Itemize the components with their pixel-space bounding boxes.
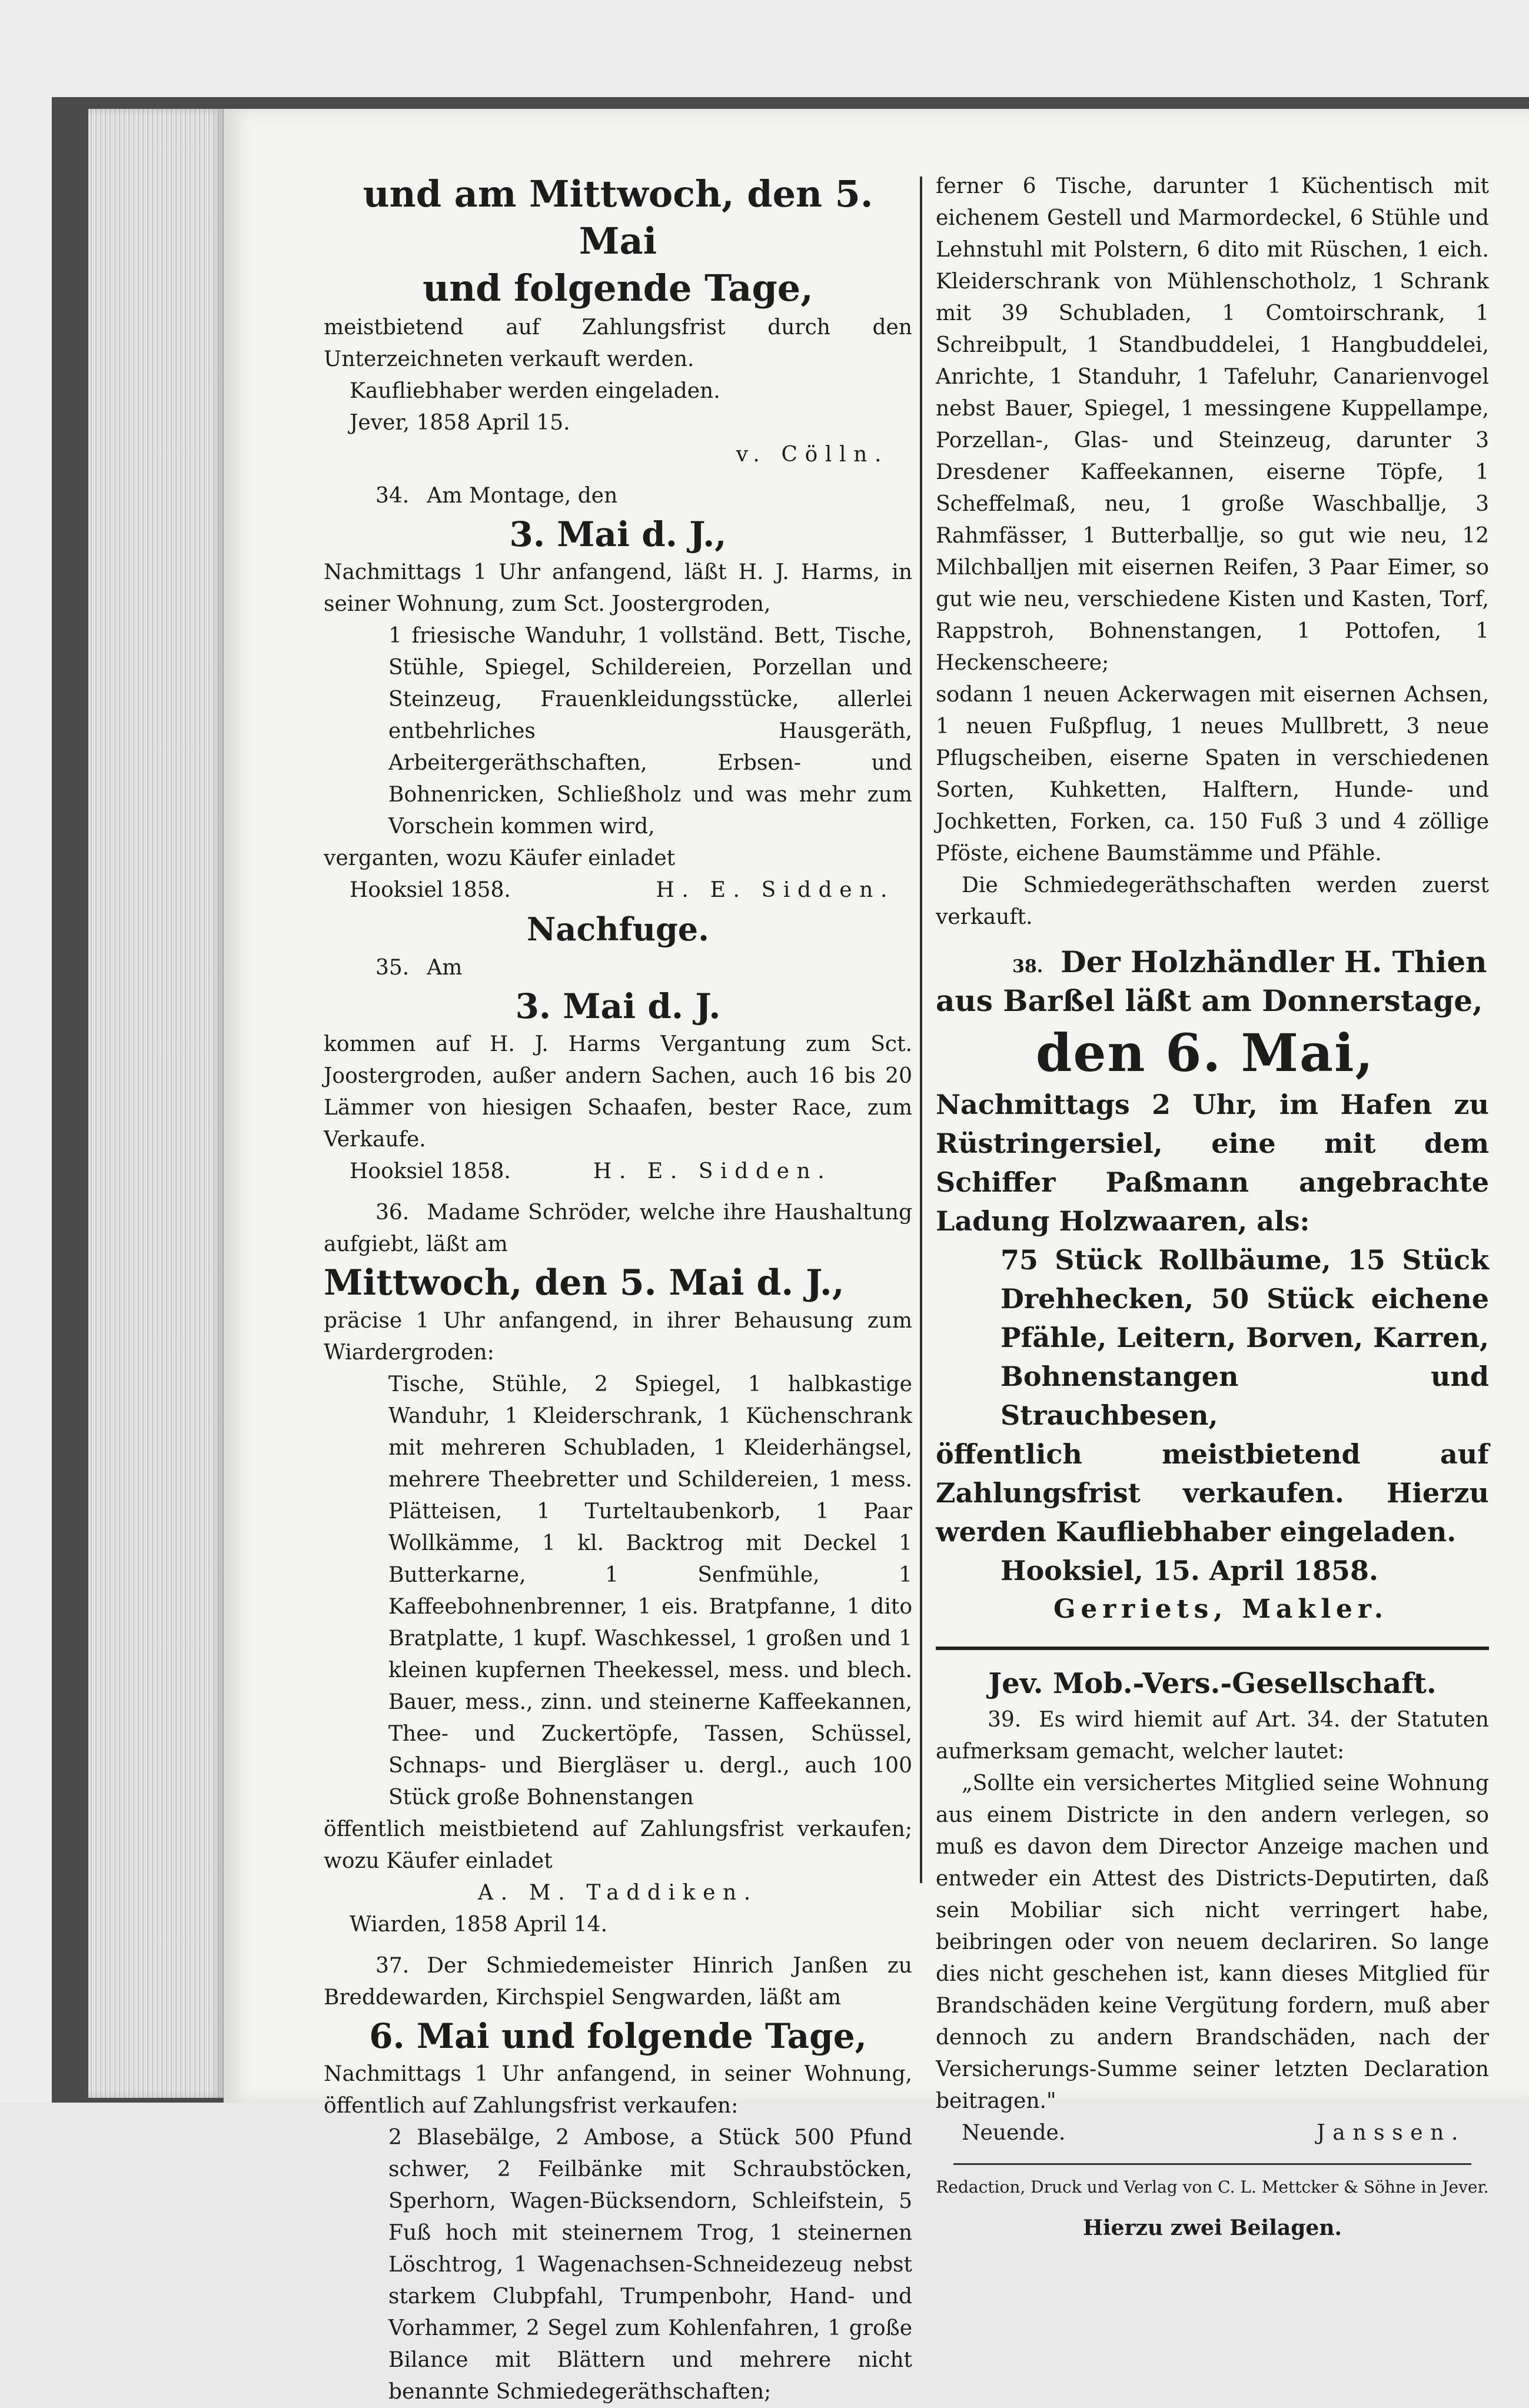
ad-35-footer (324, 1156, 912, 1188)
ad-39-quote: „Sollte ein versichertes Mitglied seine Wohnung aus einem Districte in den andern verlegen, so muß es davon dem Director Anzeige machen und entweder ein Attest des Districts-Deputirten, daß sein Mobiliar sich nicht verringert habe, beibringen oder von neuem declariren. So lange dies nicht geschehen ist, kann dieses Mitglied für Brandschäden keine Vergütung fordern, muß aber dennoch zu andern Brandschäden, nach der Versicherungs-Summe seiner letzten Declaration beitragen." (936, 1771, 1489, 2113)
ad-33-heading-2: und folgende Tage, (423, 267, 813, 310)
ad-37-heading: 6. Mai und folgende Tage, (369, 2016, 867, 2056)
ad-39-intro-text: Es wird hiemit auf Art. 34. der Statuten aufmerksam gemacht, welcher lautet: (936, 1708, 1489, 1764)
ad-33-body: meistbietend auf Zahlungsfrist durch den Unterzeichneten verkauft werden. (324, 315, 912, 371)
ad-34-closing: verganten, wozu Käufer einladet (324, 846, 676, 870)
ad-38-intro-text-1: Der Holzhändler H. Thien (1061, 944, 1487, 979)
ad-38-heading: den 6. Mai, (1036, 1022, 1375, 1083)
insurance-section-title: Jev. Mob.-Vers.-Gesellschaft. (988, 1667, 1437, 1700)
ad-38-signature: Gerriets, Makler. (1053, 1594, 1388, 1624)
imprint: Redaction, Druck und Verlag von C. L. Mettcker & Söhne in Jever. (936, 2177, 1489, 2197)
ad-33-place-date: Jever, 1858 April 15. (350, 411, 570, 435)
ad-37-items: 2 Blasebälge, 2 Ambose, a Stück 500 Pfund schwer, 2 Feilbänke mit Schraubstöcken, Sperhorn, Wagen-Bücksendorn, Schleifstein, 5 Fuß hoch mit steinernem Trog, 1 steinernen Löschtrog, 1 Wagenachsen-Schneidezeug nebst starkem Clubpfahl, Trumpenbohr, Hand- und Vorhammer, 2 Segel zum Kohlenfahren, 1 große Bilance mit Blättern und mehrere nicht benannte Schmiedegeräthschaften; (388, 2126, 912, 2404)
ad-36-items: Tische, Stühle, 2 Spiegel, 1 halbkastige Wanduhr, 1 Kleiderschrank, 1 Küchenschrank mit mehreren Schubladen, 1 Kleiderhängsel, mehrere Theebretter und Schildereien, 1 mess. Plätteisen, 1 Turteltaubenkorb, 1 Paar Wollkämme, 1 kl. Backtrog mit Deckel 1 Butterkarne, 1 Senfmühle, 1 Kaffeebohnenbrenner, 1 eis. Bratpfanne, 1 dito Bratplatte, 1 kupf. Waschkessel, 1 großen und 1 kleinen kupfernen Theekessel, mess. und blech. Bauer, mess., zinn. und steinerne Kaffeekannen, Thee- und Zuckertöpfe, Tassen, Schüssel, Schnaps- und Biergläser u. dergl., auch 100 Stück große Bohnenstangen (388, 1372, 912, 1810)
ad-39-intro (936, 1704, 1489, 1768)
ad-35-place-date: Hooksiel 1858. (350, 1159, 511, 1183)
right-column (936, 171, 1489, 2244)
ad-37-continued (936, 171, 1489, 933)
ad-36-intro-text: Madame Schröder, welche ihre Haushaltung aufgiebt, läßt am (324, 1200, 912, 1256)
ad-35-body: kommen auf H. J. Harms Vergantung zum Sct. Joostergroden, außer andern Sachen, auch 16 bis 20 Lämmer von hiesigen Schaafen, bester Race, zum Verkaufe. (324, 1032, 912, 1152)
ad-35 (324, 952, 912, 1188)
section-rule (936, 1647, 1489, 1650)
nachfuge-heading: Nachfuge. (527, 910, 709, 948)
ad-35-signature: H. E. Sidden. (593, 1159, 832, 1183)
ad-38-closing: öffentlich meistbietend auf Zahlungsfrist verkaufen. Hierzu werden Kaufliebhaber eingeladen. (936, 1438, 1489, 1548)
ad-39 (936, 1704, 1489, 2149)
ad-37-items-cont-2: sodann 1 neuen Ackerwagen mit eisernen Achsen, 1 neuen Fußpflug, 1 neues Mullbrett, 3 neue Pflugscheiben, eiserne Spaten in verschiedenen Sorten, Kuhketten, Halftern, Hunde- und Jochketten, Forken, ca. 150 Fuß 3 und 4 zöllige Pföste, eichene Baumstämme und Pfähle. (936, 683, 1489, 866)
ad-38-items: 75 Stück Rollbäume, 15 Stück Drehhecken, 50 Stück eichene Pfähle, Leitern, Borven, Karren, Bohnenstangen und Strauchbesen, (1001, 1244, 1489, 1431)
ad-37-intro (324, 1950, 912, 2014)
ad-38-intro-1 (936, 943, 1489, 982)
supplements-note: Hierzu zwei Beilagen. (1082, 2216, 1342, 2240)
ad-35-intro-text: Am (427, 956, 463, 980)
ad-33-signature: v. Cölln. (736, 443, 889, 467)
ad-38 (936, 943, 1489, 1629)
ad-37-note: Die Schmiedegeräthschaften werden zuerst verkauft. (936, 873, 1489, 929)
page-edges (88, 109, 224, 2098)
ad-39-footer (936, 2117, 1489, 2149)
column-divider (920, 177, 922, 1883)
ad-34-heading: 3. Mai d. J., (509, 514, 727, 554)
ad-38-body: Nachmittags 2 Uhr, im Hafen zu Rüstringersiel, eine mit dem Schiffer Paßmann angebrachte Ladung Holzwaaren, als: (936, 1089, 1489, 1237)
ad-36 (324, 1197, 912, 1941)
ad-37-items-cont: ferner 6 Tische, darunter 1 Küchentisch mit eichenem Gestell und Marmordeckel, 6 Stühle und Lehnstuhl mit Polstern, 6 dito mit Rüschen, 1 eich. Kleiderschrank von Mühlenschotholz, 1 Schrank mit 39 Schubladen, 1 Comtoirschrank, 1 Schreibpult, 1 Standbuddelei, 1 Hangbuddelei, Anrichte, 1 Standuhr, 1 Tafeluhr, Canarienvogel nebst Bauer, Spiegel, 1 messingene Kuppellampe, Porzellan-, Glas- und Steinzeug, darunter 3 Dresdener Kaffeekannen, eiserne Töpfe, 1 Scheffelmaß, neu, 1 große Waschballje, 3 Rahmfässer, 1 Butterballje, so gut wie neu, 12 Milchballjen mit eisernen Reifen, 3 Paar Eimer, so gut wie neu, verschiedene Kisten und Kasten, Torf, Rappstroh, Bohnenstangen, 1 Pottofen, 1 Heckenscheere; (936, 174, 1489, 675)
ad-34-intro-text: Am Montage, den (427, 484, 618, 508)
ad-37 (324, 1950, 912, 2408)
ad-36-intro (324, 1197, 912, 1260)
ad-33-invite: Kaufliebhaber werden eingeladen. (350, 379, 720, 403)
ad-37-number: 37. (375, 1954, 410, 1978)
ad-36-signature: A. M. Taddiken. (478, 1881, 758, 1905)
ad-34-number: 34. (375, 484, 410, 508)
ad-39-signature: Janssen. (1317, 2121, 1465, 2145)
ad-34-items: 1 friesische Wanduhr, 1 vollständ. Bett, Tische, Stühle, Spiegel, Schildereien, Porzellan und Steinzeug, Frauenkleidungsstücke, allerlei entbehrliches Hausgeräth, Arbeitergeräthschaften, Erbsen- und Bohnenricken, Schließholz und was mehr zum Vorschein kommen wird, (388, 624, 912, 839)
ad-35-heading: 3. Mai d. J. (515, 986, 721, 1026)
ad-38-place-date: Hooksiel, 15. April 1858. (1001, 1555, 1378, 1587)
ad-36-closing: öffentlich meistbietend auf Zahlungsfrist verkaufen; wozu Käufer einladet (324, 1817, 912, 1873)
ad-38-intro-2: aus Barßel läßt am Donnerstage, (936, 983, 1483, 1018)
ad-34-signature: H. E. Sidden. (656, 878, 895, 902)
ad-33 (324, 171, 912, 471)
ad-34-intro (324, 480, 912, 512)
ad-34-footer (324, 874, 912, 906)
ad-37-body: Nachmittags 1 Uhr anfangend, in seiner Wohnung, öffentlich auf Zahlungsfrist verkaufen: (324, 2062, 912, 2118)
ad-38-number: 38. (1012, 956, 1043, 977)
imprint-rule (953, 2163, 1471, 2165)
ad-36-place-date: Wiarden, 1858 April 14. (350, 1913, 608, 1937)
left-column (324, 171, 912, 2408)
ad-34-place-date: Hooksiel 1858. (350, 878, 511, 902)
ad-36-number: 36. (375, 1200, 410, 1225)
ad-34-body: Nachmittags 1 Uhr anfangend, läßt H. J. Harms, in seiner Wohnung, zum Sct. Joostergroden, (324, 560, 912, 616)
ad-37-intro-text: Der Schmiedemeister Hinrich Janßen zu Breddewarden, Kirchspiel Sengwarden, läßt am (324, 1954, 912, 2010)
ad-35-intro (324, 952, 912, 984)
ad-39-number: 39. (988, 1708, 1022, 1732)
ad-33-heading-1: und am Mittwoch, den 5. Mai (363, 172, 873, 262)
ad-34 (324, 480, 912, 906)
ad-36-body: präcise 1 Uhr anfangend, in ihrer Behausung zum Wiardergroden: (324, 1309, 912, 1365)
ad-39-place: Neuende. (962, 2121, 1066, 2145)
ad-36-heading: Mittwoch, den 5. Mai d. J., (324, 1262, 845, 1303)
ad-35-number: 35. (375, 956, 410, 980)
